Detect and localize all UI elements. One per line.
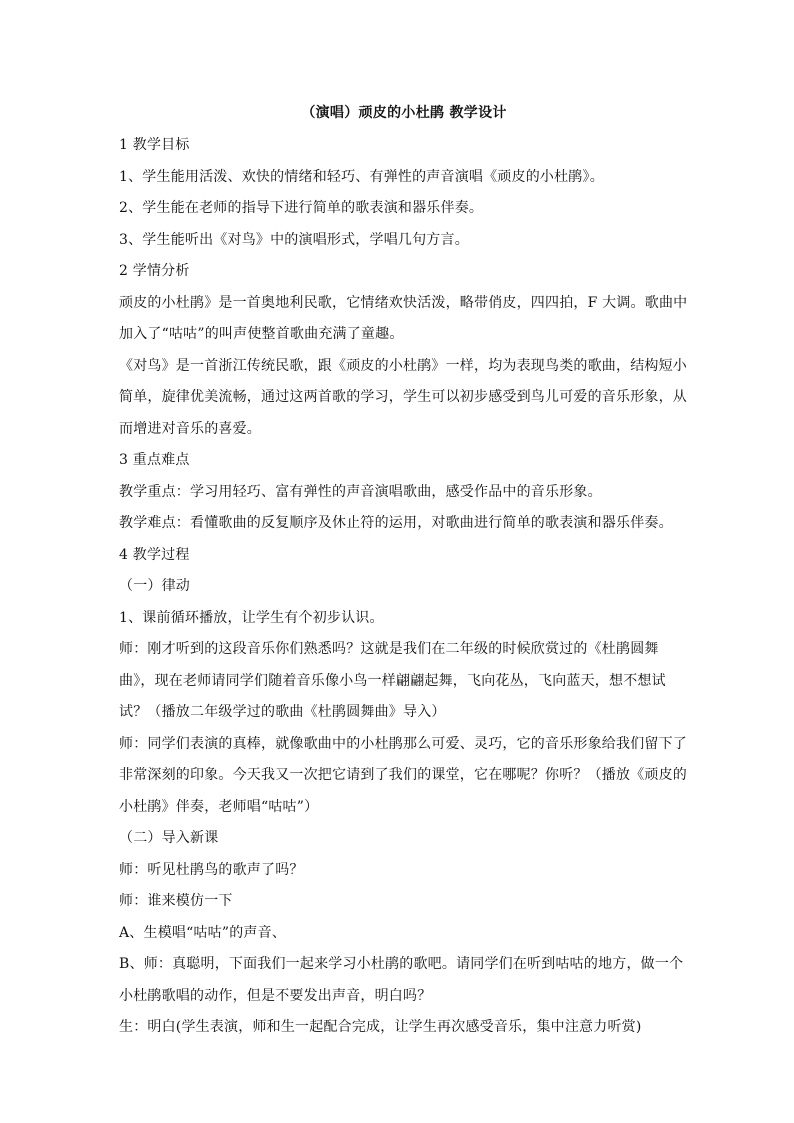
student-line: 生：明白(学生表演，师和生一起配合完成，让学生再次感受音乐，集中注意力听赏): [119, 1019, 642, 1035]
process-part-heading: （一）律动: [119, 578, 190, 594]
teacher-line: 小杜鹃》伴奏，老师唱“咕咕”）: [119, 798, 319, 815]
analysis-paragraph-line: 简单，旋律优美流畅，通过这两首歌的学习，学生可以初步感受到鸟儿可爱的音乐形象，从: [119, 389, 687, 405]
section-heading-analysis: 2 学情分析: [119, 263, 190, 279]
activity-line: 小杜鹃歌唱的动作，但是不要发出声音，明白吗？: [119, 987, 432, 1004]
analysis-paragraph-line: 顽皮的小杜鹃》是一首奥地利民歌，它情绪欢快活泼，略带俏皮，四四拍，F 大调。歌曲中: [119, 294, 688, 311]
teacher-line: 师：刚才听到的这段音乐你们熟悉吗？这就是我们在二年级的时候欣赏过的《杜鹃圆舞: [119, 641, 659, 657]
teacher-line: 师：谁来模仿一下: [119, 893, 233, 909]
difficulty-point: 教学难点：看懂歌曲的反复顺序及休止符的运用，对歌曲进行简单的歌表演和器乐伴奏。: [119, 515, 673, 531]
analysis-paragraph-line: 而增进对音乐的喜爱。: [119, 420, 261, 437]
analysis-paragraph-line: 《对鸟》是一首浙江传统民歌，跟《顽皮的小杜鹃》一样，均为表现鸟类的歌曲，结构短小: [119, 357, 687, 374]
document-content: [119, 100, 688, 1044]
process-part-heading: （二）导入新课: [119, 830, 219, 846]
activity-line: B、师：真聪明，下面我们一起来学习小杜鹃的歌吧。请同学们在听到咕咕的地方，做一个: [119, 956, 684, 972]
key-point: 教学重点：学习用轻巧、富有弹性的声音演唱歌曲，感受作品中的音乐形象。: [119, 483, 602, 500]
activity-line: A、生模唱“咕咕”的声音、: [119, 924, 287, 941]
goal-item: 1、学生能用活泼、欢快的情绪和轻巧、有弹性的声音演唱《顽皮的小杜鹃》。: [119, 168, 604, 185]
goal-item: 3、学生能听出《对鸟》中的演唱形式，学唱几句方言。: [119, 231, 469, 248]
process-step: 1、课前循环播放，让学生有个初步认识。: [119, 609, 384, 626]
teacher-line: 曲》，现在老师请同学们随着音乐像小鸟一样翩翩起舞，飞向花丛，飞向蓝天，想不想试: [119, 672, 666, 689]
goal-item: 2、学生能在老师的指导下进行简单的歌表演和器乐伴奏。: [119, 200, 484, 216]
section-heading-keypoints: 3 重点难点: [119, 452, 190, 468]
teacher-line: 非常深刻的印象。今天我又一次把它请到了我们的课堂，它在哪呢？你听？（播放《顽皮的: [119, 767, 687, 783]
teacher-line: 试？（播放二年级学过的歌曲《杜鹃圆舞曲》导入）: [119, 704, 446, 720]
section-heading-process: 4 教学过程: [119, 546, 190, 563]
analysis-paragraph-line: 加入了“咕咕”的叫声使整首歌曲充满了童趣。: [119, 326, 404, 342]
section-heading-goals: 1 教学目标: [119, 137, 190, 153]
document-title: （演唱）顽皮的小杜鹃 教学设计: [301, 105, 507, 121]
teacher-line: 师：听见杜鹃鸟的歌声了吗？: [119, 861, 304, 878]
teacher-line: 师：同学们表演的真棒，就像歌曲中的小杜鹃那么可爱、灵巧，它的音乐形象给我们留下了: [119, 735, 687, 752]
